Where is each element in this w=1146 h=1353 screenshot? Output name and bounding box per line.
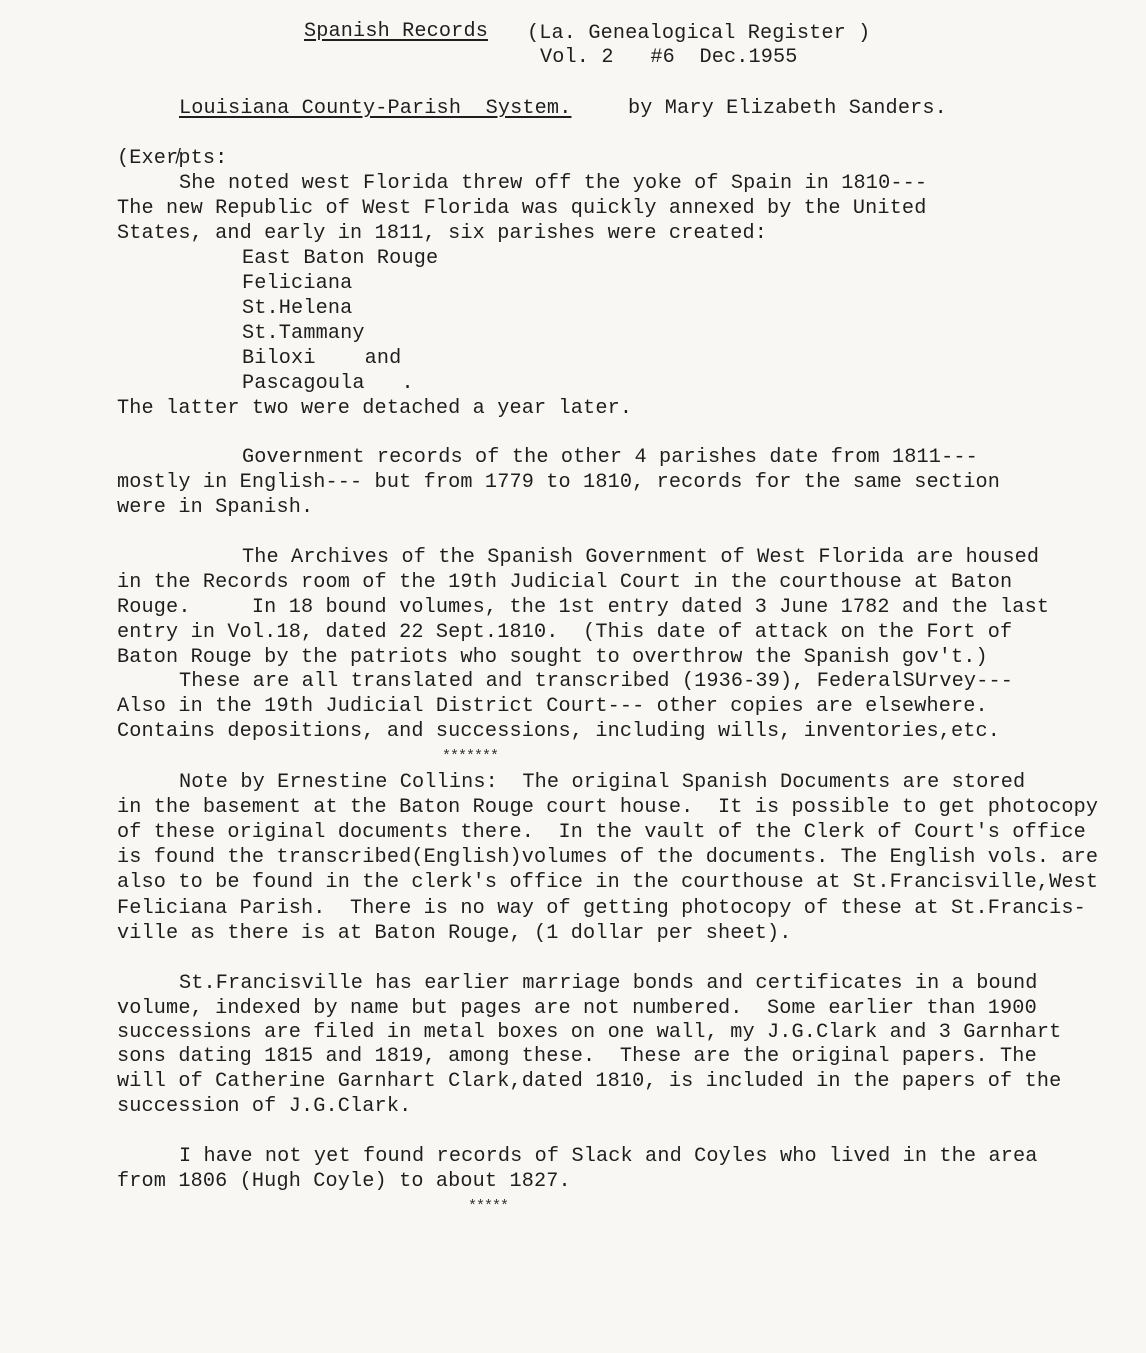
text-line: will of Catherine Garnhart Clark,dated 1810, is included in the papers of the	[117, 1070, 1062, 1093]
text-line: is found the transcribed(English)volumes of the documents. The English vols. are	[117, 846, 1099, 869]
text-line: These are all translated and transcribed (1936-39), FederalSUrvey---	[179, 670, 1013, 693]
text-line: successions are filed in metal boxes on one wall, my J.G.Clark and 3 Garnhart	[117, 1021, 1062, 1044]
parish-list-item: Pascagoula .	[242, 372, 414, 395]
parish-list-item: St.Helena	[242, 297, 353, 320]
text-line: mostly in English--- but from 1779 to 1810, records for the same section	[117, 471, 1001, 494]
text-line: in the basement at the Baton Rouge court house. It is possible to get photocopy	[117, 796, 1099, 819]
text-line: ville as there is at Baton Rouge, (1 dollar per sheet).	[117, 922, 792, 945]
parish-list-item: St.Tammany	[242, 322, 365, 345]
text-line: were in Spanish.	[117, 496, 314, 519]
parish-list-item: Feliciana	[242, 272, 353, 295]
article-title: Louisiana County-Parish System.	[179, 97, 572, 120]
parish-list-item: Biloxi and	[242, 347, 402, 370]
parish-list-item: East Baton Rouge	[242, 247, 439, 270]
section-separator: *****	[468, 1198, 509, 1215]
text-line: volume, indexed by name but pages are not numbered. Some earlier than 1900	[117, 997, 1037, 1020]
text-line: States, and early in 1811, six parishes were created:	[117, 222, 768, 245]
header-source: (La. Genealogical Register )	[527, 22, 871, 45]
text-line: entry in Vol.18, dated 22 Sept.1810. (This date of attack on the Fort of	[117, 621, 1013, 644]
text-line: Note by Ernestine Collins: The original Spanish Documents are stored	[179, 771, 1026, 794]
text-line: from 1806 (Hugh Coyle) to about 1827.	[117, 1170, 571, 1193]
text-line: St.Francisville has earlier marriage bonds and certificates in a bound	[179, 972, 1038, 995]
text-line: Government records of the other 4 parishes date from 1811---	[242, 446, 978, 469]
text-line: The new Republic of West Florida was quickly annexed by the United	[117, 197, 927, 220]
excerpts-label: (Exer̸pts:	[117, 147, 228, 170]
section-separator: *******	[442, 748, 499, 765]
text-line: Feliciana Parish. There is no way of getting photocopy of these at St.Francis-	[117, 897, 1086, 920]
header-issue: Vol. 2 #6 Dec.1955	[540, 46, 798, 69]
text-line: Contains depositions, and successions, including wills, inventories,etc.	[117, 720, 1001, 743]
text-line: also to be found in the clerk's office in the courthouse at St.Francisville,West	[117, 871, 1099, 894]
text-line: Baton Rouge by the patriots who sought to overthrow the Spanish gov't.)	[117, 646, 988, 669]
text-line: of these original documents there. In the vault of the Clerk of Court's office	[117, 821, 1086, 844]
text-line: She noted west Florida threw off the yoke of Spain in 1810---	[179, 172, 928, 195]
text-line: in the Records room of the 19th Judicial Court in the courthouse at Baton	[117, 571, 1013, 594]
text-line: Also in the 19th Judicial District Court--- other copies are elsewhere.	[117, 695, 988, 718]
text-line: Rouge. In 18 bound volumes, the 1st entry dated 3 June 1782 and the last	[117, 596, 1050, 619]
text-line: I have not yet found records of Slack and Coyles who lived in the area	[179, 1145, 1038, 1168]
header-title: Spanish Records	[304, 20, 488, 43]
text-line: The Archives of the Spanish Government of West Florida are housed	[242, 546, 1040, 569]
text-line: succession of J.G.Clark.	[117, 1095, 412, 1118]
text-line: sons dating 1815 and 1819, among these. These are the original papers. The	[117, 1045, 1037, 1068]
text-line: The latter two were detached a year later.	[117, 397, 633, 420]
article-byline: by Mary Elizabeth Sanders.	[628, 97, 947, 120]
